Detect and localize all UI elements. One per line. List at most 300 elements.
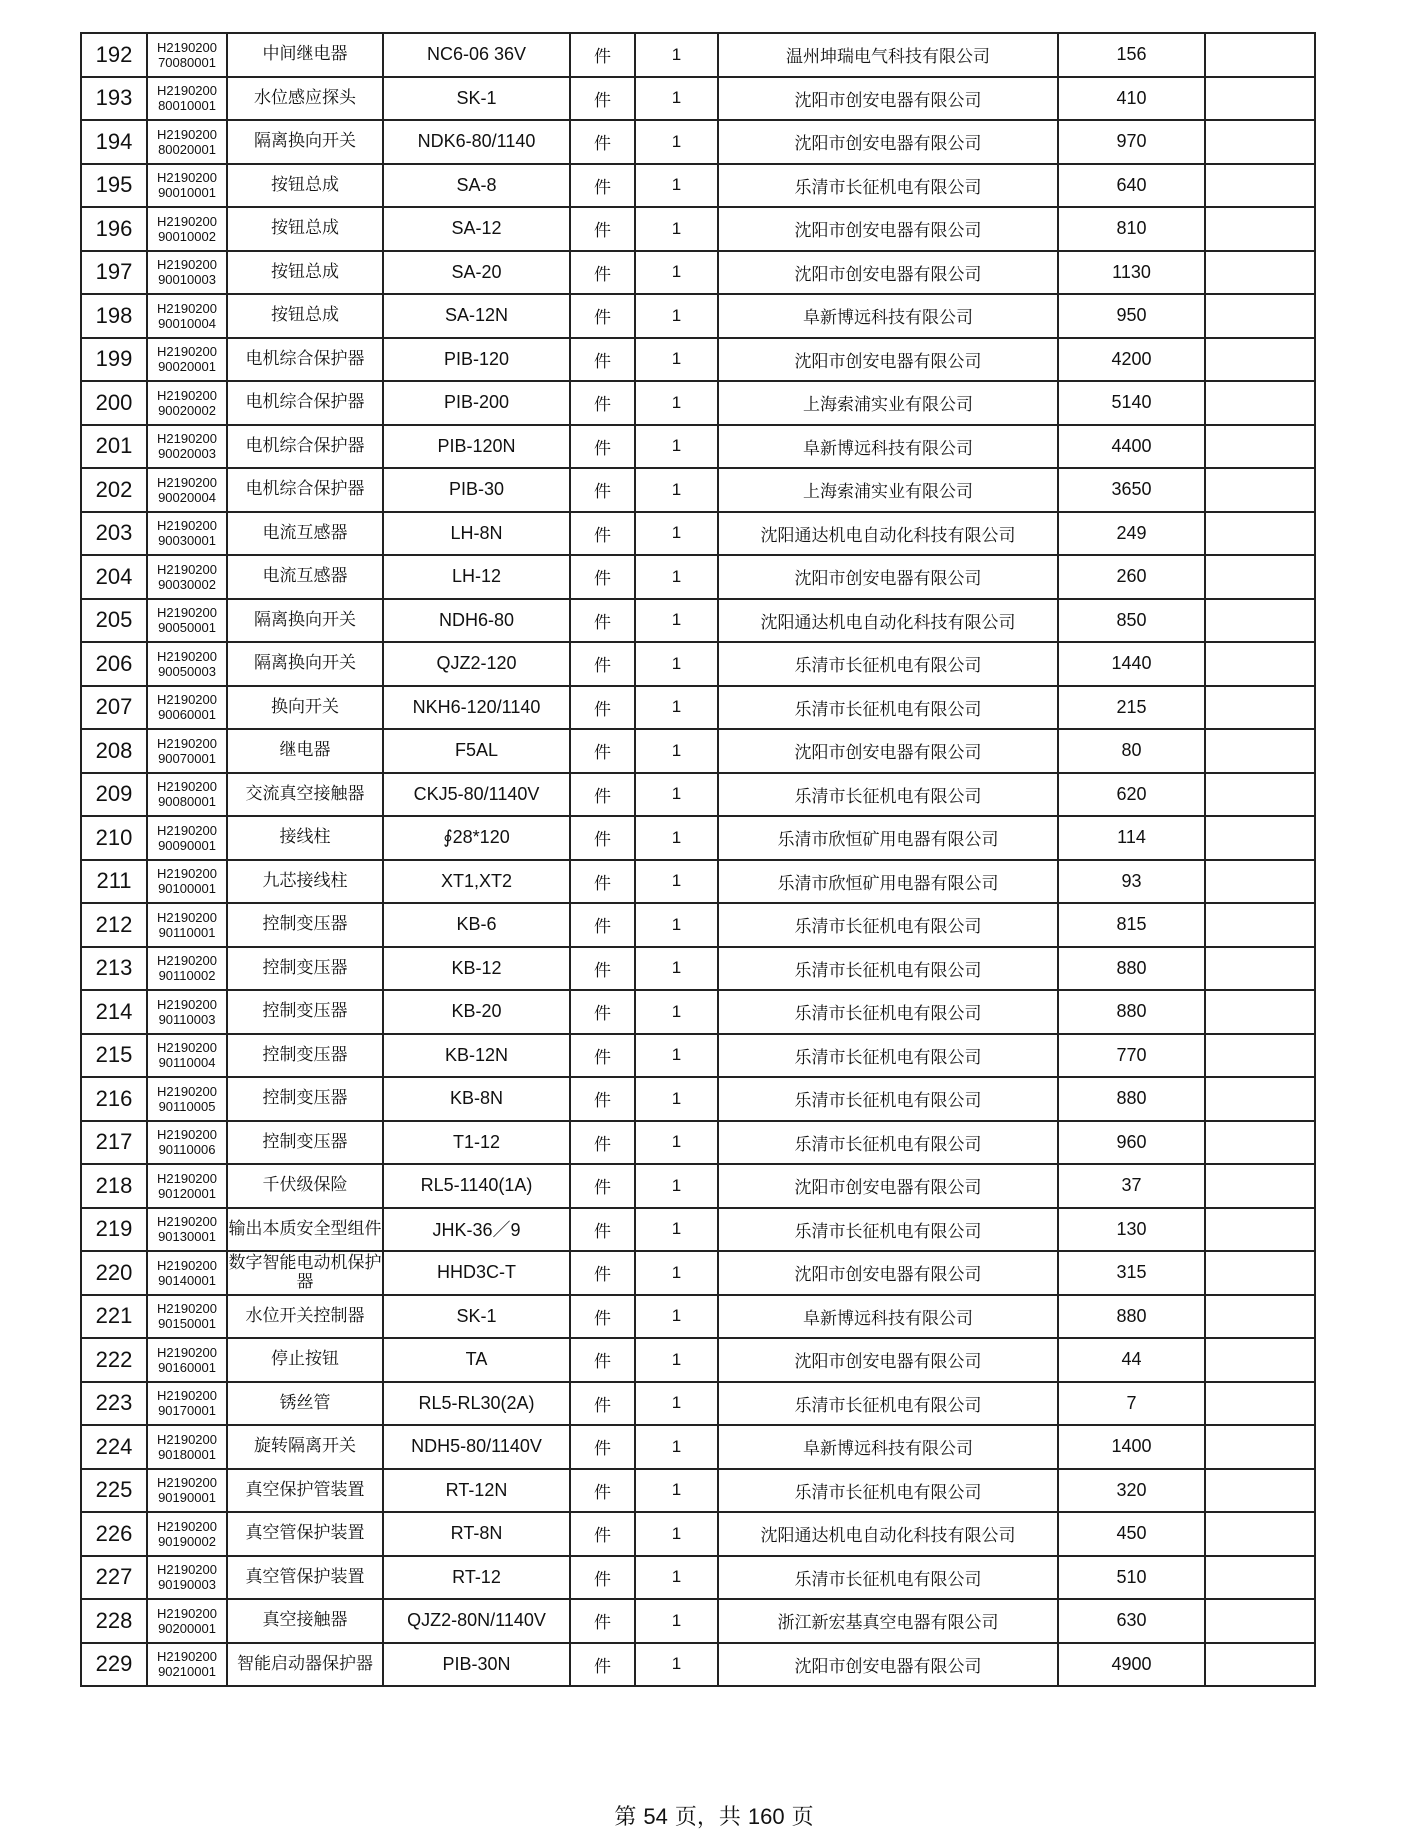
item-code-part1: H2190200 — [157, 518, 217, 534]
quantity-cell: 1 — [635, 1512, 718, 1556]
table-row — [81, 903, 1315, 947]
supplier-cell: 乐清市长征机电有限公司 — [718, 903, 1058, 947]
remarks-cell — [1205, 1295, 1315, 1339]
quantity-cell: 1 — [635, 381, 718, 425]
unit-cell: 件 — [570, 207, 635, 251]
item-code-part2: 90070001 — [158, 750, 216, 766]
row-number-cell: 207 — [81, 686, 147, 730]
price-cell: 4200 — [1058, 338, 1205, 382]
unit-cell: 件 — [570, 990, 635, 1034]
item-code-cell — [147, 1164, 227, 1208]
price-cell: 315 — [1058, 1251, 1205, 1295]
item-code-part1: H2190200 — [157, 1518, 217, 1534]
item-name-cell: 电流互感器 — [227, 555, 383, 599]
item-code-cell — [147, 1251, 227, 1295]
row-number-cell: 194 — [81, 120, 147, 164]
quantity-cell: 1 — [635, 338, 718, 382]
table-row — [81, 207, 1315, 251]
item-code-cell — [147, 120, 227, 164]
row-number-cell: 210 — [81, 816, 147, 860]
item-code-part2: 90030002 — [158, 576, 216, 592]
table-row — [81, 1338, 1315, 1382]
table-row — [81, 468, 1315, 512]
table-row — [81, 164, 1315, 208]
price-cell: 130 — [1058, 1208, 1205, 1252]
quantity-cell: 1 — [635, 729, 718, 773]
row-number-cell: 218 — [81, 1164, 147, 1208]
price-cell: 810 — [1058, 207, 1205, 251]
row-number-cell: 228 — [81, 1599, 147, 1643]
supplier-cell: 沈阳市创安电器有限公司 — [718, 729, 1058, 773]
model-cell: KB-8N — [383, 1077, 570, 1121]
row-number-cell: 199 — [81, 338, 147, 382]
price-cell: 640 — [1058, 164, 1205, 208]
item-code-part1: H2190200 — [157, 387, 217, 403]
item-code-cell — [147, 33, 227, 77]
item-code-part1: H2190200 — [157, 1083, 217, 1099]
item-code-cell — [147, 947, 227, 991]
model-cell: KB-12N — [383, 1034, 570, 1078]
item-code-cell — [147, 729, 227, 773]
item-name-cell: 真空保护管装置 — [227, 1469, 383, 1513]
table-row — [81, 120, 1315, 164]
model-cell: SK-1 — [383, 1295, 570, 1339]
item-code-cell — [147, 599, 227, 643]
unit-cell: 件 — [570, 1077, 635, 1121]
supplier-cell: 温州坤瑞电气科技有限公司 — [718, 33, 1058, 77]
price-cell: 249 — [1058, 512, 1205, 556]
item-code-part2: 90110001 — [158, 924, 216, 940]
model-cell: NDH5-80/1140V — [383, 1425, 570, 1469]
table-row — [81, 381, 1315, 425]
row-number-cell: 229 — [81, 1643, 147, 1687]
item-name-cell: 锈丝管 — [227, 1382, 383, 1426]
model-cell: PIB-120N — [383, 425, 570, 469]
remarks-cell — [1205, 207, 1315, 251]
remarks-cell — [1205, 1121, 1315, 1165]
quantity-cell: 1 — [635, 599, 718, 643]
item-code-cell — [147, 1121, 227, 1165]
supplier-cell: 浙江新宏基真空电器有限公司 — [718, 1599, 1058, 1643]
parts-price-table — [80, 32, 1316, 1687]
item-code-part2: 90110003 — [158, 1011, 216, 1027]
item-name-cell: 电机综合保护器 — [227, 338, 383, 382]
model-cell: SA-8 — [383, 164, 570, 208]
unit-cell: 件 — [570, 1382, 635, 1426]
footer-suffix: 页 — [784, 1805, 814, 1830]
quantity-cell: 1 — [635, 816, 718, 860]
model-cell: RT-12 — [383, 1556, 570, 1600]
item-code-part2: 90090001 — [158, 837, 216, 853]
model-cell: PIB-30 — [383, 468, 570, 512]
item-code-part1: H2190200 — [157, 213, 217, 229]
item-code-cell — [147, 686, 227, 730]
item-code-cell — [147, 555, 227, 599]
unit-cell: 件 — [570, 1425, 635, 1469]
footer-page-number: 54 — [643, 1804, 668, 1829]
item-code-part2: 90080001 — [158, 794, 216, 810]
item-code-cell — [147, 1556, 227, 1600]
supplier-cell: 乐清市长征机电有限公司 — [718, 947, 1058, 991]
model-cell: ∮28*120 — [383, 816, 570, 860]
model-cell: CKJ5-80/1140V — [383, 773, 570, 817]
quantity-cell: 1 — [635, 1425, 718, 1469]
item-code-cell — [147, 1338, 227, 1382]
remarks-cell — [1205, 642, 1315, 686]
quantity-cell: 1 — [635, 555, 718, 599]
item-code-cell — [147, 1599, 227, 1643]
item-code-part2: 90200001 — [158, 1620, 216, 1636]
item-name-cell: 智能启动器保护器 — [227, 1643, 383, 1687]
price-cell: 880 — [1058, 1295, 1205, 1339]
unit-cell: 件 — [570, 1121, 635, 1165]
table-row — [81, 1469, 1315, 1513]
item-code-part1: H2190200 — [157, 735, 217, 751]
supplier-cell: 乐清市长征机电有限公司 — [718, 1382, 1058, 1426]
quantity-cell: 1 — [635, 1556, 718, 1600]
price-cell: 1130 — [1058, 251, 1205, 295]
item-name-cell: 旋转隔离开关 — [227, 1425, 383, 1469]
footer-prefix: 第 — [614, 1805, 644, 1830]
item-code-cell — [147, 1425, 227, 1469]
remarks-cell — [1205, 1512, 1315, 1556]
item-code-part1: H2190200 — [157, 1605, 217, 1621]
supplier-cell: 乐清市长征机电有限公司 — [718, 642, 1058, 686]
price-cell: 880 — [1058, 990, 1205, 1034]
row-number-cell: 206 — [81, 642, 147, 686]
unit-cell: 件 — [570, 468, 635, 512]
remarks-cell — [1205, 251, 1315, 295]
unit-cell: 件 — [570, 381, 635, 425]
row-number-cell: 225 — [81, 1469, 147, 1513]
item-name-cell: 控制变压器 — [227, 1121, 383, 1165]
row-number-cell: 195 — [81, 164, 147, 208]
supplier-cell: 乐清市长征机电有限公司 — [718, 1034, 1058, 1078]
price-cell: 5140 — [1058, 381, 1205, 425]
item-code-cell — [147, 1469, 227, 1513]
price-cell: 156 — [1058, 33, 1205, 77]
item-code-cell — [147, 381, 227, 425]
row-number-cell: 219 — [81, 1208, 147, 1252]
quantity-cell: 1 — [635, 512, 718, 556]
price-cell: 630 — [1058, 1599, 1205, 1643]
price-cell: 510 — [1058, 1556, 1205, 1600]
row-number-cell: 205 — [81, 599, 147, 643]
supplier-cell: 乐清市长征机电有限公司 — [718, 164, 1058, 208]
item-code-part2: 90010001 — [158, 185, 216, 201]
table-row — [81, 947, 1315, 991]
model-cell: TA — [383, 1338, 570, 1382]
item-code-part1: H2190200 — [157, 1301, 217, 1317]
table-row — [81, 686, 1315, 730]
row-number-cell: 209 — [81, 773, 147, 817]
item-code-part2: 90190002 — [158, 1533, 216, 1549]
row-number-cell: 223 — [81, 1382, 147, 1426]
quantity-cell: 1 — [635, 1643, 718, 1687]
remarks-cell — [1205, 1599, 1315, 1643]
quantity-cell: 1 — [635, 1251, 718, 1295]
row-number-cell: 227 — [81, 1556, 147, 1600]
item-code-cell — [147, 164, 227, 208]
model-cell: LH-8N — [383, 512, 570, 556]
row-number-cell: 204 — [81, 555, 147, 599]
item-code-part2: 90020001 — [158, 359, 216, 375]
remarks-cell — [1205, 512, 1315, 556]
quantity-cell: 1 — [635, 77, 718, 121]
item-code-cell — [147, 816, 227, 860]
table-row — [81, 1556, 1315, 1600]
item-name-cell: 九芯接线柱 — [227, 860, 383, 904]
item-code-part2: 90030001 — [158, 533, 216, 549]
quantity-cell: 1 — [635, 33, 718, 77]
table-row — [81, 1425, 1315, 1469]
item-name-cell: 按钮总成 — [227, 207, 383, 251]
table-row — [81, 1034, 1315, 1078]
item-code-cell — [147, 1208, 227, 1252]
item-code-part2: 90160001 — [158, 1359, 216, 1375]
item-name-cell: 电流互感器 — [227, 512, 383, 556]
model-cell: PIB-200 — [383, 381, 570, 425]
remarks-cell — [1205, 425, 1315, 469]
unit-cell: 件 — [570, 1338, 635, 1382]
item-code-part2: 90060001 — [158, 707, 216, 723]
item-code-part1: H2190200 — [157, 83, 217, 99]
model-cell: SA-20 — [383, 251, 570, 295]
item-code-cell — [147, 207, 227, 251]
row-number-cell: 196 — [81, 207, 147, 251]
row-number-cell: 215 — [81, 1034, 147, 1078]
item-code-cell — [147, 903, 227, 947]
unit-cell: 件 — [570, 599, 635, 643]
item-name-cell: 接线柱 — [227, 816, 383, 860]
item-code-part2: 90050001 — [158, 620, 216, 636]
item-name-cell: 交流真空接触器 — [227, 773, 383, 817]
model-cell: RL5-RL30(2A) — [383, 1382, 570, 1426]
table-row — [81, 599, 1315, 643]
unit-cell: 件 — [570, 1251, 635, 1295]
item-code-cell — [147, 1077, 227, 1121]
price-cell: 970 — [1058, 120, 1205, 164]
item-code-cell — [147, 1295, 227, 1339]
item-code-part1: H2190200 — [157, 953, 217, 969]
remarks-cell — [1205, 294, 1315, 338]
item-code-part2: 90020004 — [158, 489, 216, 505]
item-code-part2: 80020001 — [158, 141, 216, 157]
item-name-cell: 控制变压器 — [227, 947, 383, 991]
unit-cell: 件 — [570, 816, 635, 860]
item-code-part1: H2190200 — [157, 866, 217, 882]
item-code-part1: H2190200 — [157, 561, 217, 577]
table-row — [81, 1599, 1315, 1643]
quantity-cell: 1 — [635, 1164, 718, 1208]
remarks-cell — [1205, 1164, 1315, 1208]
remarks-cell — [1205, 816, 1315, 860]
price-cell: 114 — [1058, 816, 1205, 860]
price-cell: 880 — [1058, 947, 1205, 991]
model-cell: KB-12 — [383, 947, 570, 991]
item-name-cell: 按钮总成 — [227, 164, 383, 208]
item-code-part2: 90210001 — [158, 1664, 216, 1680]
table-row — [81, 816, 1315, 860]
quantity-cell: 1 — [635, 1338, 718, 1382]
item-code-part1: H2190200 — [157, 996, 217, 1012]
item-code-part1: H2190200 — [157, 779, 217, 795]
model-cell: PIB-120 — [383, 338, 570, 382]
unit-cell: 件 — [570, 642, 635, 686]
unit-cell: 件 — [570, 1469, 635, 1513]
item-code-part2: 90020003 — [158, 446, 216, 462]
row-number-cell: 221 — [81, 1295, 147, 1339]
item-code-cell — [147, 425, 227, 469]
remarks-cell — [1205, 468, 1315, 512]
remarks-cell — [1205, 555, 1315, 599]
price-cell: 4400 — [1058, 425, 1205, 469]
item-code-part2: 70080001 — [158, 54, 216, 70]
table-row — [81, 294, 1315, 338]
table-row — [81, 1382, 1315, 1426]
item-code-part1: H2190200 — [157, 1388, 217, 1404]
quantity-cell: 1 — [635, 1208, 718, 1252]
price-cell: 620 — [1058, 773, 1205, 817]
item-code-cell — [147, 294, 227, 338]
item-code-part1: H2190200 — [157, 431, 217, 447]
supplier-cell: 乐清市长征机电有限公司 — [718, 990, 1058, 1034]
footer-total-pages: 160 — [747, 1804, 785, 1829]
model-cell: JHK-36／9 — [383, 1208, 570, 1252]
item-code-part2: 80010001 — [158, 98, 216, 114]
item-name-cell: 输出本质安全型组件 — [227, 1208, 383, 1252]
supplier-cell: 乐清市长征机电有限公司 — [718, 686, 1058, 730]
remarks-cell — [1205, 947, 1315, 991]
item-code-part2: 90150001 — [158, 1316, 216, 1332]
item-code-part2: 90100001 — [158, 881, 216, 897]
price-cell: 450 — [1058, 1512, 1205, 1556]
row-number-cell: 202 — [81, 468, 147, 512]
item-code-part1: H2190200 — [157, 126, 217, 142]
item-code-part1: H2190200 — [157, 1170, 217, 1186]
model-cell: NC6-06 36V — [383, 33, 570, 77]
model-cell: KB-6 — [383, 903, 570, 947]
table-row — [81, 251, 1315, 295]
unit-cell: 件 — [570, 1512, 635, 1556]
unit-cell: 件 — [570, 1164, 635, 1208]
item-code-part1: H2190200 — [157, 692, 217, 708]
price-cell: 7 — [1058, 1382, 1205, 1426]
quantity-cell: 1 — [635, 251, 718, 295]
item-name-cell: 电机综合保护器 — [227, 425, 383, 469]
table-row — [81, 1512, 1315, 1556]
item-name-cell: 控制变压器 — [227, 1077, 383, 1121]
model-cell: RT-12N — [383, 1469, 570, 1513]
table-row — [81, 729, 1315, 773]
item-code-part2: 90170001 — [158, 1403, 216, 1419]
row-number-cell: 220 — [81, 1251, 147, 1295]
table-row — [81, 773, 1315, 817]
unit-cell: 件 — [570, 33, 635, 77]
item-code-part1: H2190200 — [157, 1431, 217, 1447]
table-row — [81, 1295, 1315, 1339]
item-code-part1: H2190200 — [157, 822, 217, 838]
item-code-part1: H2190200 — [157, 1127, 217, 1143]
item-code-part2: 90110004 — [158, 1055, 216, 1071]
unit-cell: 件 — [570, 555, 635, 599]
item-name-cell: 控制变压器 — [227, 1034, 383, 1078]
remarks-cell — [1205, 1034, 1315, 1078]
unit-cell: 件 — [570, 164, 635, 208]
table-row — [81, 1208, 1315, 1252]
item-code-part1: H2190200 — [157, 1649, 217, 1665]
item-code-part2: 90130001 — [158, 1229, 216, 1245]
item-code-part2: 90010004 — [158, 315, 216, 331]
row-number-cell: 193 — [81, 77, 147, 121]
item-code-cell — [147, 468, 227, 512]
price-cell: 960 — [1058, 1121, 1205, 1165]
price-cell: 880 — [1058, 1077, 1205, 1121]
supplier-cell: 沈阳市创安电器有限公司 — [718, 1251, 1058, 1295]
quantity-cell: 1 — [635, 990, 718, 1034]
supplier-cell: 阜新博远科技有限公司 — [718, 425, 1058, 469]
item-name-cell: 继电器 — [227, 729, 383, 773]
quantity-cell: 1 — [635, 1034, 718, 1078]
parts-price-table-container — [80, 32, 1314, 1687]
remarks-cell — [1205, 381, 1315, 425]
supplier-cell: 乐清市长征机电有限公司 — [718, 1469, 1058, 1513]
item-name-cell: 数字智能电动机保护器 — [227, 1251, 383, 1295]
unit-cell: 件 — [570, 1643, 635, 1687]
model-cell: QJZ2-120 — [383, 642, 570, 686]
remarks-cell — [1205, 773, 1315, 817]
quantity-cell: 1 — [635, 425, 718, 469]
supplier-cell: 沈阳市创安电器有限公司 — [718, 207, 1058, 251]
supplier-cell: 沈阳市创安电器有限公司 — [718, 1164, 1058, 1208]
item-name-cell: 控制变压器 — [227, 903, 383, 947]
remarks-cell — [1205, 686, 1315, 730]
quantity-cell: 1 — [635, 860, 718, 904]
item-code-part2: 90110005 — [158, 1098, 216, 1114]
table-row — [81, 860, 1315, 904]
unit-cell: 件 — [570, 1208, 635, 1252]
supplier-cell: 乐清市欣恒矿用电器有限公司 — [718, 860, 1058, 904]
table-row — [81, 1077, 1315, 1121]
remarks-cell — [1205, 1643, 1315, 1687]
remarks-cell — [1205, 1556, 1315, 1600]
item-code-part2: 90190003 — [158, 1577, 216, 1593]
supplier-cell: 沈阳通达机电自动化科技有限公司 — [718, 599, 1058, 643]
unit-cell: 件 — [570, 773, 635, 817]
item-name-cell: 按钮总成 — [227, 294, 383, 338]
remarks-cell — [1205, 1208, 1315, 1252]
supplier-cell: 沈阳市创安电器有限公司 — [718, 1643, 1058, 1687]
model-cell: PIB-30N — [383, 1643, 570, 1687]
supplier-cell: 沈阳市创安电器有限公司 — [718, 555, 1058, 599]
supplier-cell: 阜新博远科技有限公司 — [718, 294, 1058, 338]
row-number-cell: 212 — [81, 903, 147, 947]
quantity-cell: 1 — [635, 947, 718, 991]
item-code-part1: H2190200 — [157, 39, 217, 55]
unit-cell: 件 — [570, 77, 635, 121]
model-cell: SA-12 — [383, 207, 570, 251]
unit-cell: 件 — [570, 294, 635, 338]
item-name-cell: 真空接触器 — [227, 1599, 383, 1643]
quantity-cell: 1 — [635, 1599, 718, 1643]
price-cell: 815 — [1058, 903, 1205, 947]
item-code-part2: 90110002 — [158, 968, 216, 984]
unit-cell: 件 — [570, 120, 635, 164]
row-number-cell: 203 — [81, 512, 147, 556]
remarks-cell — [1205, 1469, 1315, 1513]
item-name-cell: 隔离换向开关 — [227, 599, 383, 643]
item-name-cell: 电机综合保护器 — [227, 468, 383, 512]
